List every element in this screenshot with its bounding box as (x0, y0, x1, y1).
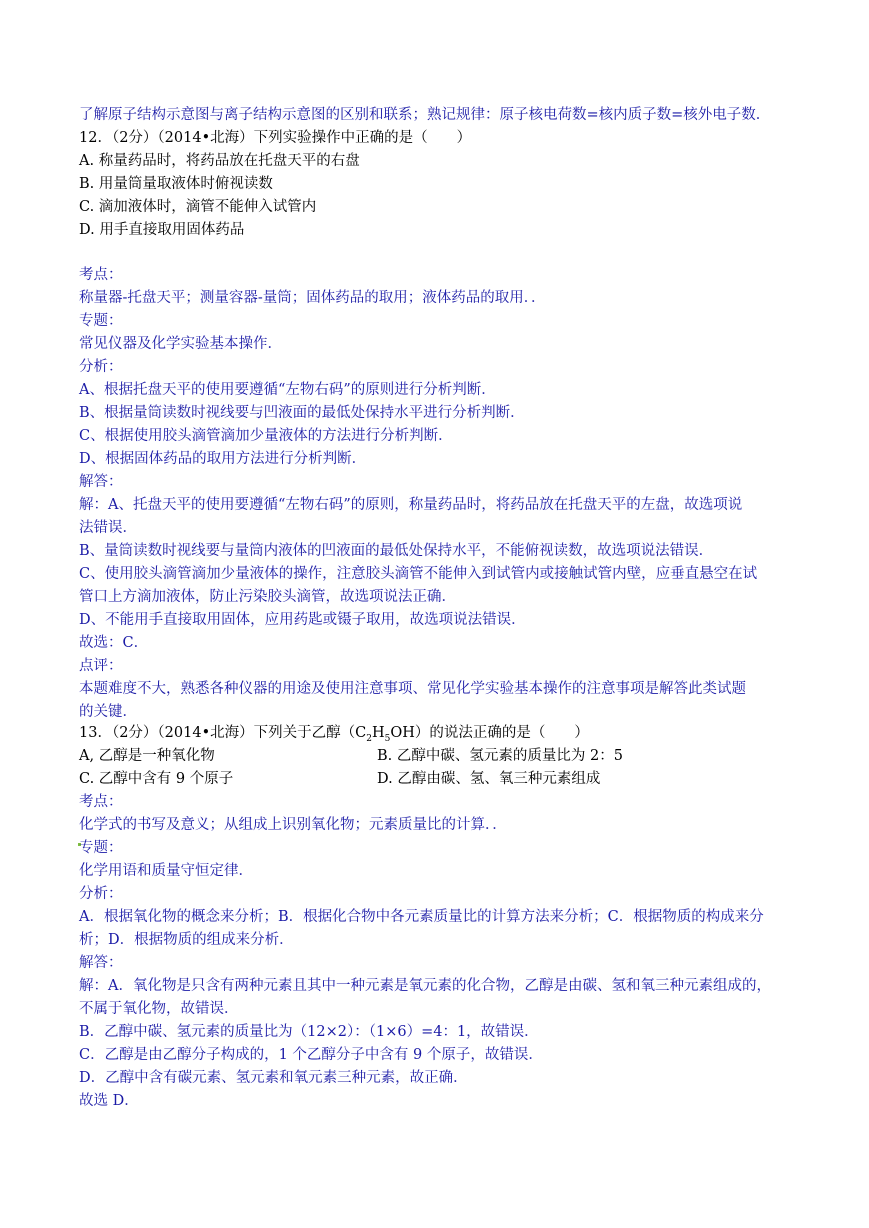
q13-jieda-2: 不属于氧化物，故错误． (79, 1001, 239, 1017)
q12-stem: 12．（2分）（2014•北海）下列实验操作中正确的是（ ） (79, 130, 472, 146)
q12-dianping-label: 点评： (79, 658, 123, 674)
q13-fenxi-2: 析；D．根据物质的组成来分析． (79, 932, 294, 948)
q12-option-a: A. 称量药品时，将药品放在托盘天平的右盘 (79, 153, 360, 169)
q12-jieda-7: 故选：C． (79, 635, 149, 651)
q12-option-c: C. 滴加液体时，滴管不能伸入试管内 (79, 199, 317, 215)
q13-option-d: D. 乙醇由碳、氢、氧三种元素组成 (377, 771, 601, 787)
q12-jieda-1: 解：A、托盘天平的使用要遵循“左物右码”的原则，称量药品时，将药品放在托盘天平的左盘，故选项说 (79, 497, 743, 513)
q13-jieda-6: 故选 D． (79, 1093, 139, 1109)
q12-option-d: D. 用手直接取用固体药品 (79, 222, 245, 238)
q12-kaodian-label: 考点： (79, 267, 123, 283)
q12-zhuanti: 常见仪器及化学实验基本操作． (79, 336, 282, 352)
q13-subscript-hydrogen: 5 (384, 733, 391, 744)
q12-jieda-3: B、量筒读数时视线要与量筒内液体的凹液面的最低处保持水平，不能俯视读数，故选项说法错误． (79, 543, 714, 559)
q12-zhuanti-label: 专题： (79, 313, 123, 329)
q13-zhuanti-label: 专题： (79, 840, 123, 856)
q12-fenxi-a: A、根据托盘天平的使用要遵循“左物右码”的原则进行分析判断． (79, 382, 496, 398)
q12-option-b: B. 用量筒量取液体时俯视读数 (79, 176, 273, 192)
q13-fenxi-1: A．根据氧化物的概念来分析；B．根据化合物中各元素质量比的计算方法来分析；C．根据物质的构成来分 (79, 909, 764, 925)
q13-option-a: A, 乙醇是一种氧化物 (79, 748, 215, 764)
q13-option-b: B. 乙醇中碳、氢元素的质量比为 2：5 (377, 748, 623, 764)
q13-jieda-label: 解答： (79, 955, 123, 971)
q12-jieda-2: 法错误． (79, 520, 137, 536)
q13-jieda-5: D．乙醇中含有碳元素、氢元素和氧元素三种元素，故正确． (79, 1070, 468, 1086)
q13-kaodian: 化学式的书写及意义；从组成上识别氧化物；元素质量比的计算．． (79, 817, 507, 833)
q12-dianping-1: 本题难度不大，熟悉各种仪器的用途及使用注意事项、常见化学实验基本操作的注意事项是解答此类试题 (79, 681, 746, 697)
q12-fenxi-b: B、根据量筒读数时视线要与凹液面的最低处保持水平进行分析判断． (79, 405, 525, 421)
q13-jieda-1: 解：A．氧化物是只含有两种元素且其中一种元素是氧元素的化合物，乙醇是由碳、氢和氧三种元素组成的， (79, 978, 771, 994)
q12-jieda-6: D、不能用手直接取用固体，应用药匙或镊子取用，故选项说法错误． (79, 612, 526, 628)
q12-jieda-4: C、使用胶头滴管滴加少量液体的操作，注意胶头滴管不能伸入到试管内或接触试管内壁，应垂直悬空在试 (79, 566, 758, 582)
q13-kaodian-label: 考点： (79, 794, 123, 810)
q13-stem: 13．（2分）（2014•北海）下列关于乙醇$(C_2H_5OH)$的说法正确的是（ ） (79, 725, 589, 744)
q13-option-c: C. 乙醇中含有 9 个原子 (79, 771, 234, 787)
q13-options-row-2 (79, 769, 601, 789)
q12-fenxi-c: C、根据使用胶头滴管滴加少量液体的方法进行分析判断． (79, 428, 453, 444)
q13-jieda-3: B．乙醇中碳、氢元素的质量比为（12×2）：（1×6）=4：1，故错误． (79, 1024, 539, 1040)
q13-subscript-carbon: 2 (366, 733, 372, 744)
intro-line: 了解原子结构示意图与离子结构示意图的区别和联系；熟记规律：原子核电荷数=核内质子数=核外电子数． (79, 107, 771, 123)
q12-fenxi-label: 分析： (79, 359, 123, 375)
q12-jieda-5: 管口上方滴加液体，防止污染胶头滴管，故选项说法正确． (79, 589, 456, 605)
q12-jieda-label: 解答： (79, 474, 123, 490)
q13-options-row-1 (79, 746, 623, 766)
q12-fenxi-d: D、根据固体药品的取用方法进行分析判断． (79, 451, 367, 467)
q13-fenxi-label: 分析： (79, 886, 123, 902)
q13-jieda-4: C．乙醇是由乙醇分子构成的，1 个乙醇分子中含有 9 个原子，故错误． (79, 1047, 543, 1063)
q12-dianping-2: 的关键． (79, 704, 137, 720)
q13-zhuanti: 化学用语和质量守恒定律． (79, 863, 253, 879)
q12-kaodian: 称量器-托盘天平；测量容器-量筒；固体药品的取用；液体药品的取用．． (79, 290, 546, 306)
